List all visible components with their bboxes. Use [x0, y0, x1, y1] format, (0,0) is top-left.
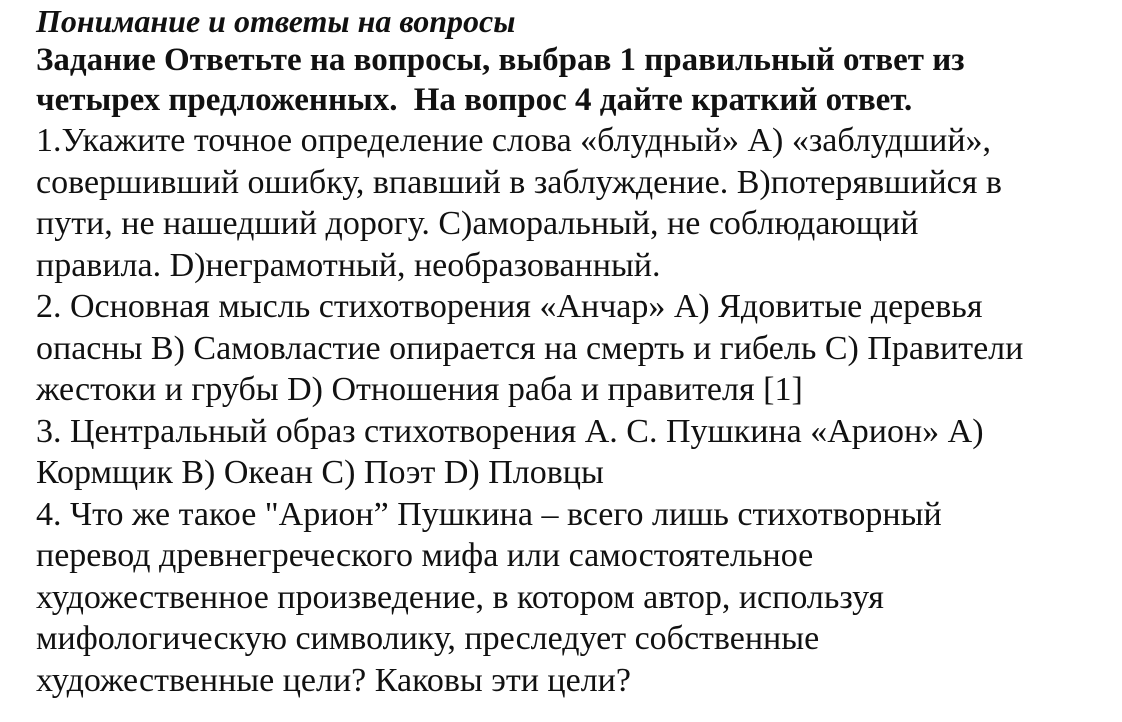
question-1-line-3: пути, не нашедший дорогу. С)аморальный, не соблюдающий [36, 205, 919, 242]
question-1-line-1: 1.Укажите точное определение слова «блудный» А) «заблудший», [36, 122, 992, 159]
question-1-line-4: правила. D)неграмотный, необразованный. [36, 246, 661, 284]
question-2 [36, 286, 1106, 411]
question-3 [36, 411, 1106, 494]
question-4-line-4: мифологическую символику, преследует собственные [36, 620, 820, 657]
task-line-2-part-a: четырех предложенных. [36, 82, 398, 118]
question-2-line-2: опасны В) Самовластие опирается на смерть и гибель С) Правители [36, 329, 1024, 367]
task-instructions [36, 40, 1106, 120]
question-3-line-2: Кормщик В) Океан С) Поэт D) Пловцы [36, 454, 604, 491]
question-4-line-3: художественное произведение, в котором автор, используя [36, 578, 884, 616]
question-4 [36, 494, 1106, 702]
question-2-line-1: 2. Основная мысль стихотворения «Анчар» А) Ядовитые деревья [36, 288, 983, 325]
question-3-line-1: 3. Центральный образ стихотворения А. С. Пушкина «Арион» А) [36, 412, 984, 450]
task-line-1: Задание Ответьте на вопросы, выбрав 1 правильный ответ из [36, 42, 965, 78]
question-4-line-2: перевод древнегреческого мифа или самостоятельное [36, 537, 814, 574]
question-4-line-5: художественные цели? Каковы эти цели? [36, 661, 631, 699]
section-heading: Понимание и ответы на вопросы [36, 3, 516, 39]
question-2-line-3: жестоки и грубы D) Отношения раба и правителя [1] [36, 371, 803, 408]
task-line-2-part-b: На вопрос 4 дайте краткий ответ. [413, 82, 913, 118]
document-page [36, 2, 1106, 701]
question-4-line-1: 4. Что же такое "Арион” Пушкина – всего лишь стихотворный [36, 495, 942, 533]
question-1 [36, 120, 1106, 286]
question-1-line-2: совершивший ошибку, впавший в заблуждение. В)потерявшийся в [36, 163, 1002, 201]
task-line-2 [36, 80, 1106, 120]
